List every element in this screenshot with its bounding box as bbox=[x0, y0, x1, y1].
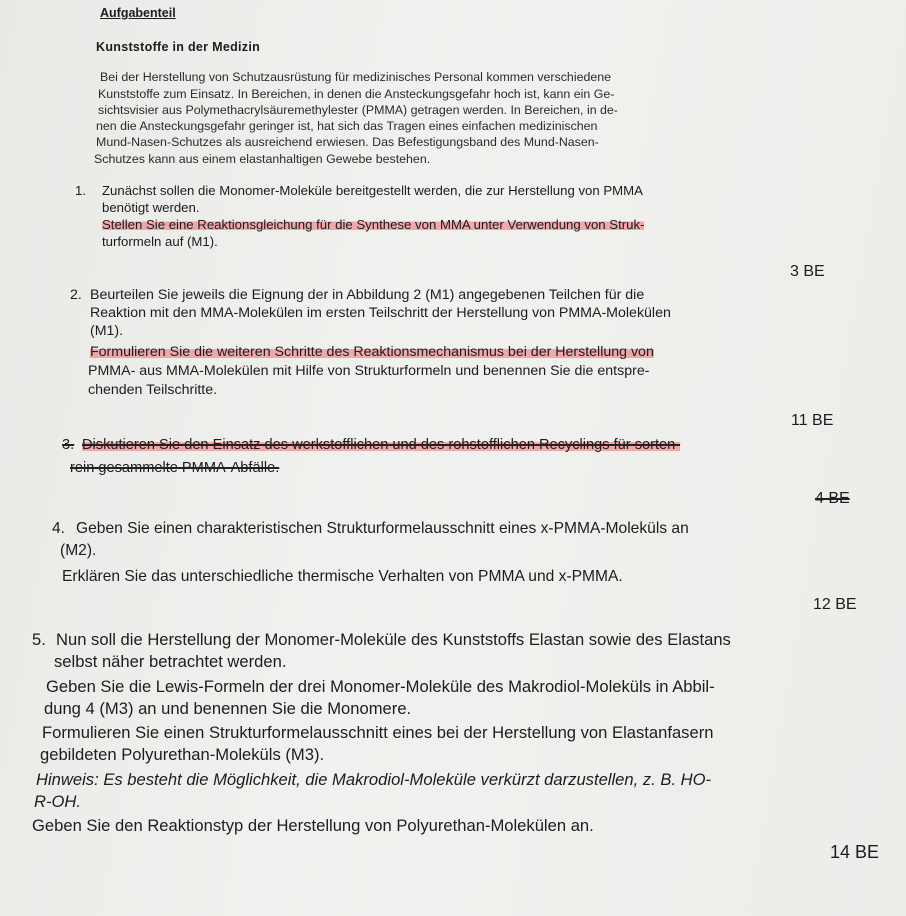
task-line-hint: R-OH. bbox=[34, 792, 82, 811]
task-line: PMMA- aus MMA-Molekülen mit Hilfe von Strukturformeln und benennen Sie die entspre- bbox=[88, 363, 650, 379]
task-number: 3. bbox=[62, 437, 75, 453]
task-line: Diskutieren Sie den Einsatz des werkstofflichen und des rohstofflichen Recyclings für sorten- bbox=[82, 437, 681, 453]
task-line: Geben Sie den Reaktionstyp der Herstellung von Polyurethan-Molekülen an. bbox=[32, 816, 594, 835]
task-line: chenden Teilschritte. bbox=[88, 382, 218, 398]
task-line: gebildeten Polyurethan-Moleküls (M3). bbox=[40, 745, 325, 764]
task-line: selbst näher betrachtet werden. bbox=[54, 652, 287, 671]
intro-line: Schutzes kann aus einem elastanhaltigen Gewebe bestehen. bbox=[94, 152, 431, 166]
task-line-hint: Hinweis: Es besteht die Möglichkeit, die Makrodiol-Moleküle verkürzt darzustellen, z. B. HO- bbox=[36, 770, 712, 789]
task-line: Geben Sie einen charakteristischen Strukturformelausschnitt eines x-PMMA-Moleküls an bbox=[76, 520, 689, 537]
section-label: Aufgabenteil bbox=[100, 6, 176, 20]
task-line: rein gesammelte PMMA-Abfälle. bbox=[70, 460, 280, 476]
task-points: 11 BE bbox=[791, 412, 834, 429]
task-line: benötigt werden. bbox=[102, 200, 200, 215]
task-points: 14 BE bbox=[830, 842, 880, 862]
task-number: 2. bbox=[70, 287, 82, 303]
task-line: Zunächst sollen die Monomer-Moleküle bereitgestellt werden, die zur Herstellung von PMMA bbox=[102, 183, 643, 198]
task-points: 4 BE bbox=[815, 490, 850, 507]
task-number: 1. bbox=[75, 183, 86, 198]
task-line: (M1). bbox=[90, 323, 124, 339]
intro-line: Mund-Nasen-Schutzes als ausreichend erwiesen. Das Befestigungsband des Mund-Nasen- bbox=[96, 135, 599, 149]
task-points: 3 BE bbox=[790, 263, 825, 280]
task-line: Beurteilen Sie jeweils die Eignung der in Abbildung 2 (M1) angegebenen Teilchen für die bbox=[90, 287, 645, 303]
task-line: Geben Sie die Lewis-Formeln der drei Monomer-Moleküle des Makrodiol-Moleküls in Abbil- bbox=[46, 677, 715, 696]
task-points: 12 BE bbox=[813, 596, 857, 613]
intro-line: Kunststoffe zum Einsatz. In Bereichen, in denen die Ansteckungsgefahr hoch ist, kann ein Ge- bbox=[98, 87, 615, 101]
intro-line: nen die Ansteckungsgefahr geringer ist, hat sich das Tragen eines einfachen medizinischen bbox=[96, 119, 598, 133]
intro-line: Bei der Herstellung von Schutzausrüstung für medizinisches Personal kommen verschiedene bbox=[100, 70, 612, 84]
task-line: Formulieren Sie einen Strukturformelausschnitt eines bei der Herstellung von Elastanfasern bbox=[42, 723, 714, 742]
task-number: 4. bbox=[52, 520, 66, 537]
task-line: dung 4 (M3) an und benennen Sie die Monomere. bbox=[44, 699, 412, 718]
task-line: Stellen Sie eine Reaktionsgleichung für die Synthese von MMA unter Verwendung von Struk- bbox=[102, 217, 645, 232]
task-line: Erklären Sie das unterschiedliche thermische Verhalten von PMMA und x-PMMA. bbox=[62, 568, 623, 585]
task-line: Nun soll die Herstellung der Monomer-Moleküle des Kunststoffs Elastan sowie des Elastans bbox=[56, 630, 731, 649]
task-number: 5. bbox=[32, 630, 46, 649]
task-line: turformeln auf (M1). bbox=[102, 234, 218, 249]
task-line: (M2). bbox=[60, 542, 97, 559]
topic-title: Kunststoffe in der Medizin bbox=[96, 40, 261, 54]
intro-line: sichtsvisier aus Polymethacrylsäuremethylester (PMMA) getragen werden. In Bereichen, in de- bbox=[98, 103, 618, 117]
task-line: Formulieren Sie die weiteren Schritte des Reaktionsmechanismus bei der Herstellung von bbox=[90, 344, 654, 360]
task-line: Reaktion mit den MMA-Molekülen im ersten Teilschritt der Herstellung von PMMA-Molekülen bbox=[90, 305, 671, 321]
